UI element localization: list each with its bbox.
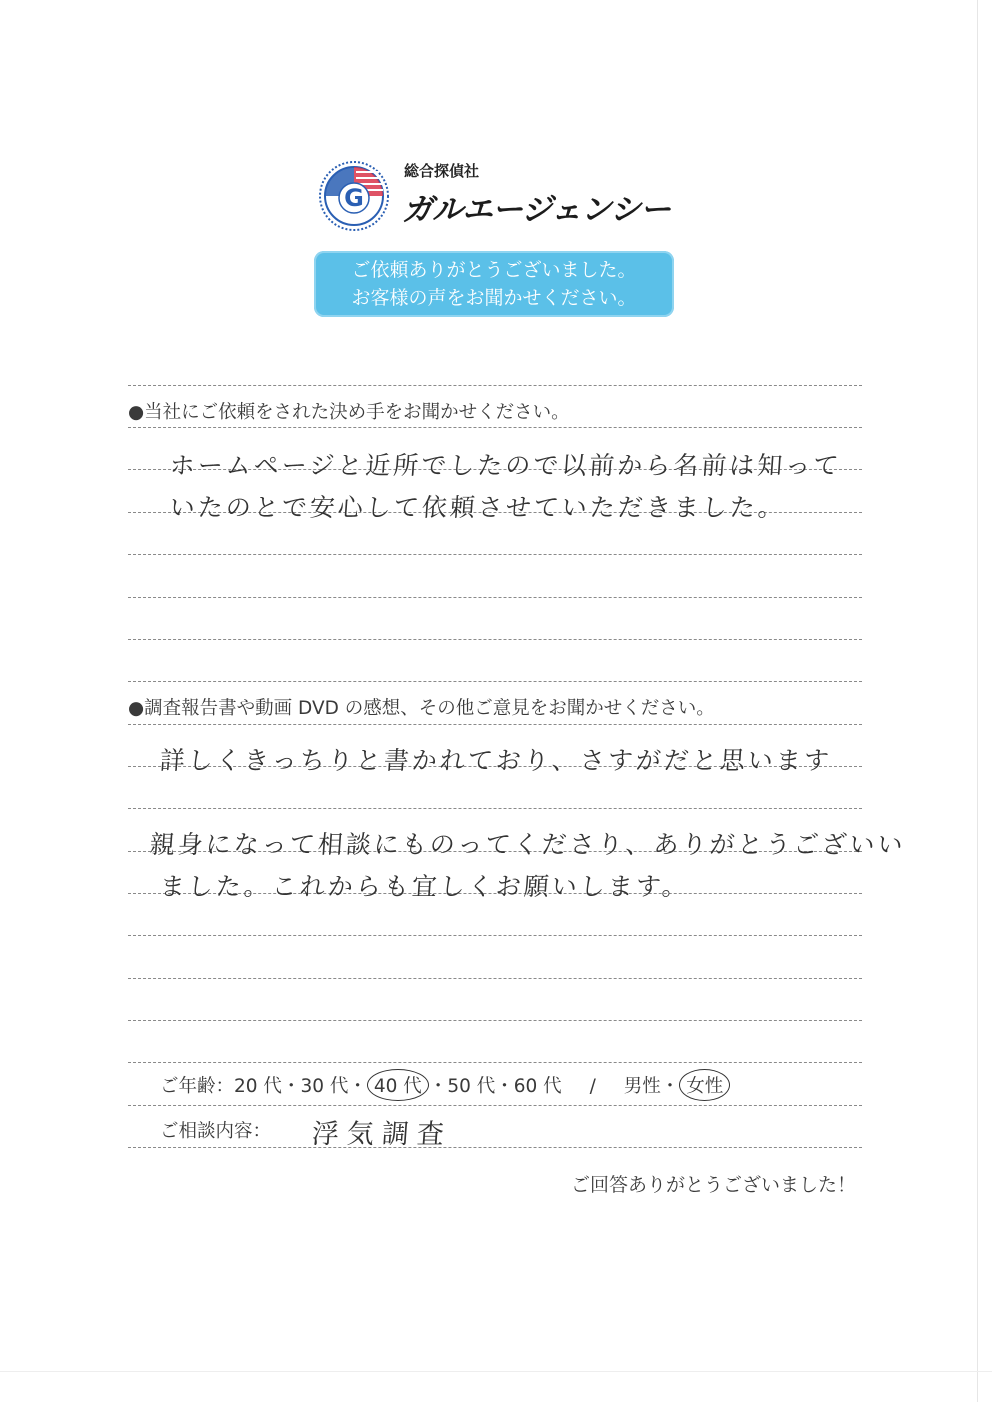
- closing-thanks: ご回答ありがとうございました！: [570, 1174, 856, 1196]
- ruled-line: [128, 385, 862, 386]
- age-option-30s: 30 代: [300, 1076, 349, 1097]
- banner-line-1: ご依頼ありがとうございました。: [351, 259, 637, 281]
- ruled-line: [128, 681, 862, 682]
- answer-2-line-2: 親身になって相談にものってくださり、ありがとうございい: [148, 830, 907, 859]
- age-gender-row: [160, 1072, 730, 1098]
- separator: ・: [281, 1076, 301, 1097]
- ruled-line: [128, 1062, 862, 1063]
- age-label: ご年齢：: [160, 1076, 235, 1097]
- gender-option-male: 男性: [623, 1076, 661, 1097]
- separator: ・: [348, 1076, 367, 1097]
- ruled-line: [128, 554, 862, 555]
- scan-edge-bottom: [0, 1371, 992, 1372]
- consultation-label: ご相談内容：: [160, 1121, 272, 1142]
- company-logo: [318, 158, 678, 238]
- ruled-line: [128, 724, 862, 725]
- age-option-60s: 60 代: [513, 1076, 562, 1097]
- answer-1-line-2: いたのとで安心して依頼させていただきました。: [168, 493, 787, 522]
- scan-edge-right: [977, 0, 978, 1402]
- answer-2-line-1: 詳しくきっちりと書かれており、さすがだと思います: [158, 746, 833, 775]
- consultation-value: 浮気調査: [310, 1119, 453, 1150]
- age-option-40s-circled: 40 代: [367, 1069, 429, 1101]
- answer-2-line-3: ました。これからも宜しくお願いします。: [158, 872, 691, 901]
- thank-you-banner: [314, 251, 674, 317]
- logo-subtitle: 総合探偵社: [404, 162, 480, 180]
- separator: ・: [428, 1076, 448, 1097]
- age-option-50s: 50 代: [447, 1076, 496, 1097]
- question-1-label: ●当社にご依頼をされた決め手をお聞かせください。: [128, 402, 570, 423]
- ruled-line: [128, 808, 862, 809]
- ruled-line: [128, 978, 862, 979]
- separator: ・: [495, 1076, 514, 1097]
- banner-line-2: お客様の声をお聞かせください。: [351, 287, 637, 309]
- gender-option-female-circled: 女性: [679, 1069, 730, 1101]
- ruled-line: [128, 597, 862, 598]
- ruled-line: [128, 935, 862, 936]
- question-2-label: ●調査報告書や動画 DVD の感想、その他ご意見をお聞かせください。: [128, 698, 715, 719]
- svg-text:G: G: [344, 184, 364, 212]
- ruled-line: [128, 427, 862, 428]
- slash-divider: /: [589, 1076, 596, 1097]
- ruled-line: [128, 1105, 862, 1106]
- globe-g-logo-icon: [318, 160, 390, 232]
- ruled-line: [128, 639, 862, 640]
- logo-company-name: ガルエージェンシー: [402, 192, 670, 228]
- age-option-20s: 20 代: [234, 1076, 282, 1097]
- ruled-line: [128, 1147, 862, 1148]
- answer-1-line-1: ホームページと近所でしたので以前から名前は知って: [168, 451, 843, 480]
- separator: ・: [660, 1076, 680, 1097]
- ruled-line: [128, 1020, 862, 1021]
